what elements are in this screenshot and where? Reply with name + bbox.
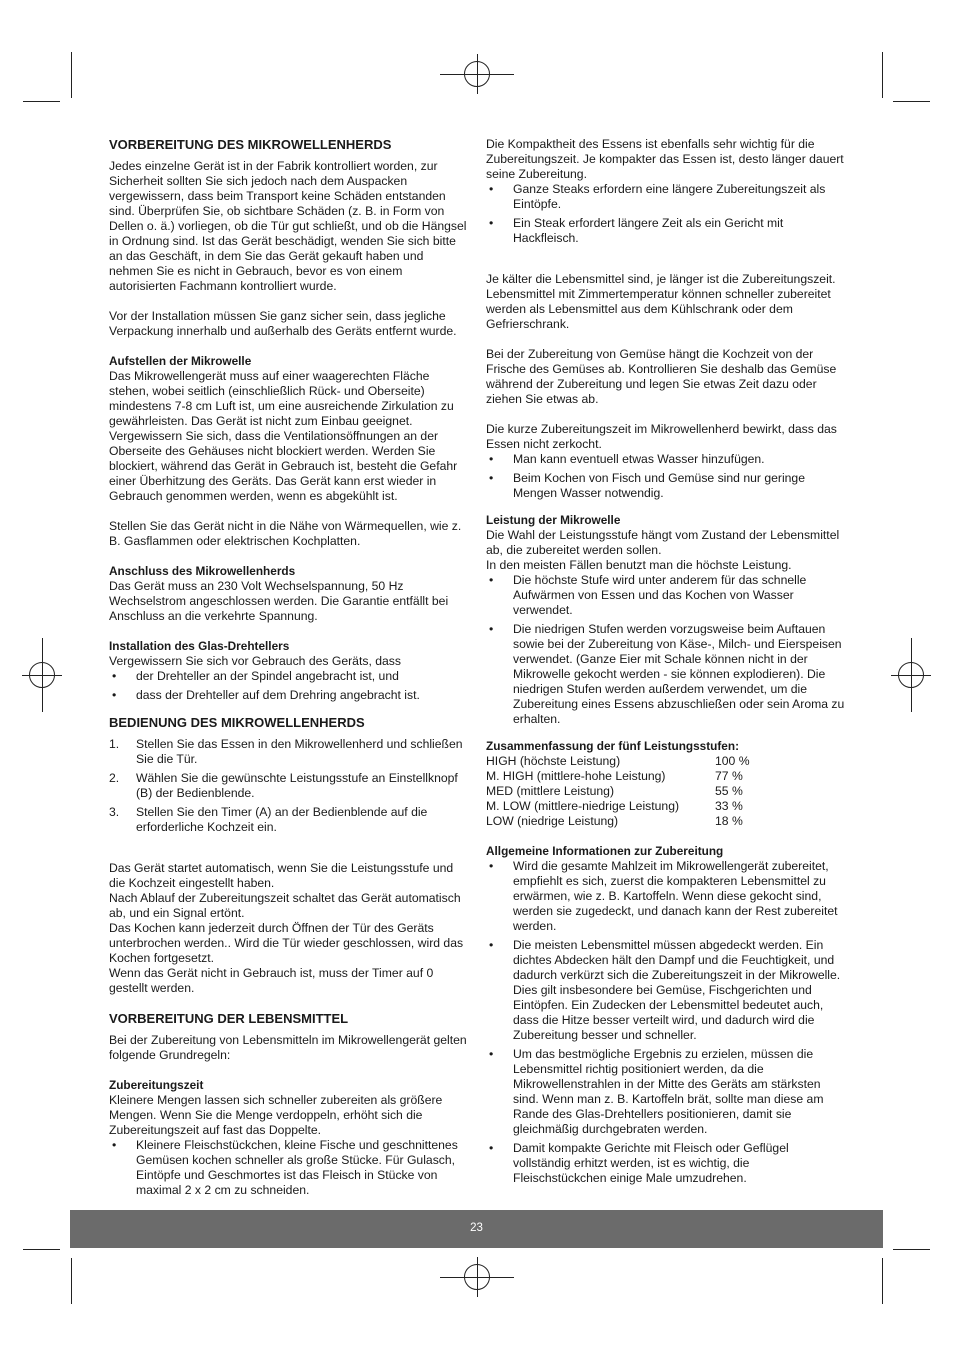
table-row (486, 784, 766, 799)
page-number: 23 (470, 1222, 483, 1234)
level-name: MED (mittlere Leistung) (486, 784, 615, 798)
list-item (109, 1138, 469, 1198)
list-item-text: Die meisten Lebensmittel müssen abgedeckt werden. Ein dichtes Abdecken hält den Dampf und die Feuchtigkeit, und dadurch verkürzt sich die Zubereitungszeit in der Mikrowelle. Dies gilt insbesondere bei Gemüse, Fischgerichten und Eintöpfen. Ein Zudecken der Lebensmittel bedeutet auch, dass die Hitze besser verteilt wird, und dadurch wird die Zubereitung besser und schneller. (513, 938, 841, 1042)
bullet: • (489, 1047, 494, 1061)
step-number: 3. (109, 805, 120, 819)
crop-mark-br-h (893, 1249, 930, 1250)
bullet: • (112, 669, 117, 683)
registration-line (891, 675, 931, 676)
section-heading: VORBEREITUNG DES MIKROWELLENHERDS (109, 137, 392, 152)
level-value: 77 % (715, 769, 743, 783)
subheading: Anschluss des Mikrowellenherds (109, 564, 296, 578)
numbered-step (109, 737, 469, 767)
paragraph: Stellen Sie das Gerät nicht in die Nähe von Wärmequellen, wie z. B. Gasflammen oder elektrischen Kochplatten. (109, 519, 462, 548)
bullet: • (489, 471, 494, 485)
bullet: • (489, 938, 494, 952)
list-item (486, 938, 846, 1043)
level-name: HIGH (höchste Leistung) (486, 754, 621, 768)
subheading: Leistung der Mikrowelle (486, 513, 621, 527)
level-name: M. LOW (mittlere-niedrige Leistung) (486, 799, 680, 813)
bullet: • (112, 688, 117, 702)
footer-bar (70, 1210, 883, 1248)
step-number: 2. (109, 771, 120, 785)
list-item (486, 1141, 846, 1186)
crop-mark-bl-h (23, 1249, 60, 1250)
subheading: Allgemeine Informationen zur Zubereitung (486, 844, 724, 858)
bullet: • (489, 859, 494, 873)
list-item-text: Beim Kochen von Fisch und Gemüse sind nur geringe Mengen Wasser notwendig. (513, 471, 805, 500)
registration-line (477, 54, 478, 94)
level-value: 33 % (715, 799, 743, 813)
paragraph: Das Kochen kann jederzeit durch Öffnen der Tür des Geräts unterbrochen werden.. Wird die Tür wieder geschlossen, wird das Kochen fortgesetzt. (109, 921, 464, 965)
list-item (486, 622, 846, 727)
list-item (486, 573, 846, 618)
paragraph: Jedes einzelne Gerät ist in der Fabrik kontrolliert worden, zur Sicherheit sollten Sie sich jedoch nach dem Auspacken vergewissern, dass beim Transport keine Schäden entstanden sind. Überprüfen Sie, ob sichtbare Schäden (z. B. in Form von Dellen o. ä.) vorliegen, ob die Tür gut schließt, und ob die Hängsel in Ordnung sind. Ist das Gerät beschädigt, wenden Sie sich bitte an das Geschäft, in dem Sie das Gerät gekauft haben und nehmen Sie es nicht in Gebrauch, bevor es von einem autorisierten Fachmann kontrolliert wurde. (109, 159, 467, 293)
paragraph: Wenn das Gerät nicht in Gebrauch ist, muss der Timer auf 0 gestellt werden. (109, 966, 434, 995)
crop-mark-tl-v (71, 52, 72, 98)
list-item (486, 859, 846, 934)
paragraph: Die Wahl der Leistungsstufe hängt vom Zustand der Lebensmittel ab, die zubereitet werden sollen. (486, 528, 840, 557)
level-value: 18 % (715, 814, 743, 828)
list-item (486, 452, 846, 467)
list-item (486, 471, 846, 501)
bullet: • (489, 182, 494, 196)
paragraph: Die Kompaktheit des Essens ist ebenfalls sehr wichtig für die Zubereitungszeit. Je kompakter das Essen ist, desto länger dauert seine Zubereitung. (486, 137, 844, 181)
bullet: • (489, 216, 494, 230)
section-heading: VORBEREITUNG DER LEBENSMITTEL (109, 1011, 349, 1026)
table-row (486, 754, 766, 769)
bullet: • (112, 1138, 117, 1152)
bullet: • (489, 1141, 494, 1155)
crop-mark-tr-v (882, 52, 883, 98)
list-item (486, 216, 846, 246)
list-item-text: dass der Drehteller auf dem Drehring angebracht ist. (136, 688, 420, 702)
paragraph: Das Gerät startet automatisch, wenn Sie die Leistungsstufe und die Kochzeit eingestellt haben. (109, 861, 454, 890)
bullet: • (489, 573, 494, 587)
numbered-step (109, 805, 469, 835)
subheading: Installation des Glas-Drehtellers (109, 639, 290, 653)
paragraph: Nach Ablauf der Zubereitungszeit schaltet das Gerät automatisch ab, und ein Signal ertönt. (109, 891, 461, 920)
numbered-step (109, 771, 469, 801)
list-item (109, 688, 469, 703)
list-item-text: Man kann eventuell etwas Wasser hinzufügen. (513, 452, 765, 466)
table-row (486, 814, 766, 829)
right-column (486, 137, 846, 1190)
left-column (109, 137, 469, 1202)
section-heading: BEDIENUNG DES MIKROWELLENHERDS (109, 715, 365, 730)
registration-line (22, 675, 62, 676)
level-value: 55 % (715, 784, 743, 798)
list-item-text: Um das bestmögliche Ergebnis zu erzielen, müssen die Lebensmittel richtig positioniert werden, da die Mikrowellenstrahlen in der Mitte des Geräts am stärksten sind. Wenn man z. B. Kartoffeln brät, sollte man diese am Rande des Glas-Drehtellers positionieren, damit sie gleichmäßig durchgebraten werden. (513, 1047, 824, 1136)
subheading: Aufstellen der Mikrowelle (109, 354, 252, 368)
paragraph: Vergewissern Sie sich vor Gebrauch des Geräts, dass (109, 654, 401, 668)
level-name: LOW (niedrige Leistung) (486, 814, 619, 828)
bullet: • (489, 452, 494, 466)
list-item (109, 669, 469, 684)
list-item-text: Wird die gesamte Mahlzeit im Mikrowellengerät zubereitet, empfiehlt es sich, zuerst die kompakteren Lebensmittel zu erwärmen, wie z. B. Kartoffeln. Wenn diese gekocht sind, werden sie zugedeckt, und danach kann der Rest zubereitet werden. (513, 859, 838, 933)
bullet: • (489, 622, 494, 636)
paragraph: Vor der Installation müssen Sie ganz sicher sein, dass jegliche Verpackung innerhalb und außerhalb des Geräts entfernt wurde. (109, 309, 457, 338)
list-item (486, 1047, 846, 1137)
level-name: M. HIGH (mittlere-hohe Leistung) (486, 769, 666, 783)
paragraph: Kleinere Mengen lassen sich schneller zubereiten als größere Mengen. Wenn Sie die Menge verdoppeln, erhöht sich die Zubereitungszeit auf fast das Doppelte. (109, 1093, 443, 1137)
crop-mark-tr-h (893, 101, 930, 102)
paragraph: Bei der Zubereitung von Gemüse hängt die Kochzeit von der Frische des Gemüses ab. Kontrollieren Sie deshalb das Gemüse während der Zubereitung und legen Sie etwas Zeit dazu oder ziehen Sie etwas ab. (486, 347, 837, 406)
crop-mark-bl-v (71, 1258, 72, 1304)
paragraph: Das Mikrowellengerät muss auf einer waagerechten Fläche stehen, wobei seitlich (einschließlich Rück- und Oberseite) mindestens 7-8 cm Luft ist, um eine ausreichende Zirkulation zu gewährleisten. Das Gerät ist nicht zum Einbau geeignet. Vergewissern Sie sich, dass die Ventilationsöffnungen an der Oberseite des Gehäuses nicht blockiert werden. Werden Sie blockiert, während das Gerät in Gebrauch ist, besteht die Gefahr einer Überhitzung des Geräts. Das Gerät kann erst wieder in Gebrauch genommen werden, wenn es abgekühlt ist. (109, 369, 458, 503)
level-value: 100 % (715, 754, 750, 768)
table-row (486, 769, 766, 784)
step-text: Stellen Sie das Essen in den Mikrowellenherd und schließen Sie die Tür. (136, 737, 463, 766)
list-item-text: Kleinere Fleischstückchen, kleine Fische und geschnittenes Gemüsen kochen schneller als große Stücke. Für Gulasch, Eintöpfe und Geschmortes ist das Fleisch in Stücke von maximal 2 x 2 cm zu schneiden. (136, 1138, 458, 1197)
paragraph: In den meisten Fällen benutzt man die höchste Leistung. (486, 558, 792, 572)
list-item-text: Die niedrigen Stufen werden vorzugsweise beim Auftauen sowie bei der Zubereitung von Käse-, Milch- und Eierspeisen verwendet. (Ganze Eier mit Schale können nicht in der Mikrowelle gekocht werden - sie können explodieren). Die niedrigen Stufen werden außerdem verwendet, um die Zubereitung eines Essens abzuschließen oder sein Aroma zu erhalten. (513, 622, 845, 726)
paragraph: Bei der Zubereitung von Lebensmitteln im Mikrowellengerät gelten folgende Grundregeln: (109, 1033, 467, 1062)
list-item-text: der Drehteller an der Spindel angebracht ist, und (136, 669, 399, 683)
crop-mark-tl-h (23, 101, 60, 102)
paragraph: Je kälter die Lebensmittel sind, je länger ist die Zubereitungszeit. Lebensmittel mit Zimmertemperatur können schneller zubereitet werden als Lebensmittel aus dem Kühlschrank oder dem Gefrierschrank. (486, 272, 836, 331)
list-item-text: Ganze Steaks erfordern eine längere Zubereitungszeit als Eintöpfe. (513, 182, 826, 211)
crop-mark-br-v (882, 1258, 883, 1304)
registration-line (477, 1257, 478, 1297)
step-text: Stellen Sie den Timer (A) an der Bedienblende auf die erforderliche Kochzeit ein. (136, 805, 428, 834)
list-item-text: Damit kompakte Gerichte mit Fleisch oder Geflügel vollständig erhitzt werden, ist es wichtig, die Fleischstückchen einige Male umzudrehen. (513, 1141, 789, 1185)
power-levels-table (486, 754, 766, 829)
subheading: Zubereitungszeit (109, 1078, 204, 1092)
paragraph: Die kurze Zubereitungszeit im Mikrowellenherd bewirkt, dass das Essen nicht zerkocht. (486, 422, 837, 451)
paragraph: Das Gerät muss an 230 Volt Wechselspannung, 50 Hz Wechselstrom angeschlossen werden. Die Garantie entfällt bei Anschluss an die verkehrte Spannung. (109, 579, 449, 623)
list-item-text: Die höchste Stufe wird unter anderem für das schnelle Aufwärmen von Essen und das Kochen von Wasser verwendet. (513, 573, 807, 617)
table-row (486, 799, 766, 814)
list-item-text: Ein Steak erfordert längere Zeit als ein Gericht mit Hackfleisch. (513, 216, 784, 245)
step-text: Wählen Sie die gewünschte Leistungsstufe an Einstellknopf (B) der Bedienblende. (136, 771, 458, 800)
list-item (486, 182, 846, 212)
subheading: Zusammenfassung der fünf Leistungsstufen: (486, 739, 739, 753)
step-number: 1. (109, 737, 120, 751)
